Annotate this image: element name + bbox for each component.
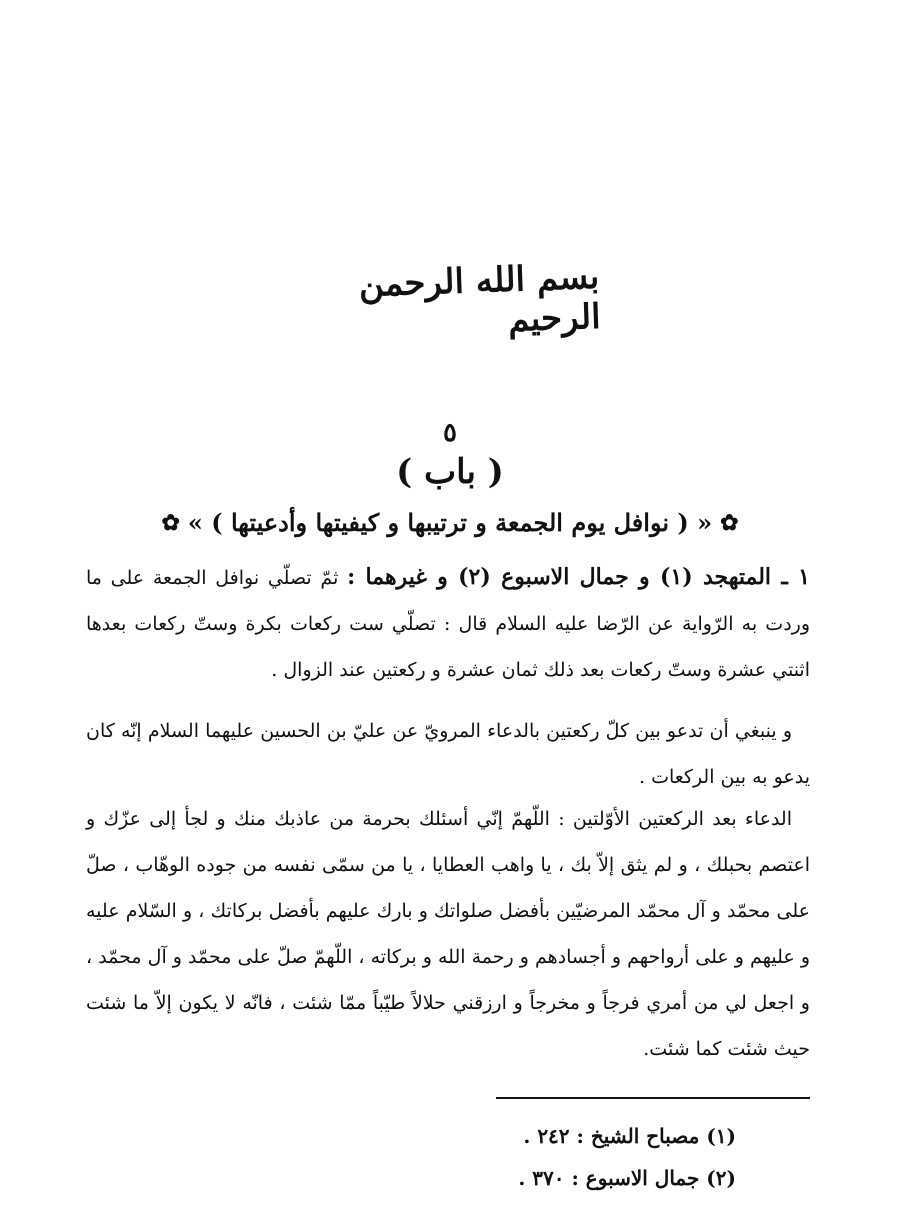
paragraph-1-text: ثمّ تصلّي نوافل الجمعة على ما وردت به الرّواية عن الرّضا عليه السلام قال : تصلّي ست ركعات بكرة وستّ ركعات بعدها اثنتي عشرة وستّ ركعات بعد ذلك ثمان عشرة و ركعتين عند الزوال . [86,567,810,681]
paragraph-2 [86,708,810,800]
paragraph-1 [86,554,810,693]
paragraph-3-text: الدعاء بعد الركعتين الأوّلتين : اللّهمّ إنّي أسئلك بحرمة من عاذبك منك و لجأ إلى عزّك و اعتصم بحبلك ، و لم يثق إلاّ بك ، يا واهب العطايا ، يا من سمّى نفسه من جوده الوهّاب ، صلّ على محمّد و آل محمّد المرضيّين بأفضل صلواتك و بارك عليهم بأفضل بركاتك ، و السّلام عليه و عليهم و على أرواحهم و أجسادهم و رحمة الله و بركاته ، اللّهمّ صلّ على محمّد و آل محمّد ، و اجعل لي من أمري فرجاً و مخرجاً و ارزقني حلالاً طيّباً ممّا شئت ، فانّه لا يكون إلاّ ما شئت حيث شئت كما شئت. [86,808,810,1060]
footnote-divider [496,1097,810,1099]
flower-ornament-icon: ✿ [161,509,180,536]
chapter-number: ٥ [443,418,457,448]
footnote-1: (١) مصباح الشيخ : ٢٤٢ . [523,1124,736,1148]
flower-ornament-icon: ✿ [720,509,739,536]
paragraph-1-heading: ١ ـ المتهجد (١) و جمال الاسبوع (٢) و غيرهما : [347,564,810,590]
section-title-text: « ( نوافل يوم الجمعة و ترتيبها و كيفيتها وأدعيتها ) » [187,508,713,537]
section-title [0,508,900,537]
footnote-2: (٢) جمال الاسبوع : ٣٧٠ . [518,1166,736,1190]
paragraph-3-dua [86,796,810,1072]
paragraph-2-text: و ينبغي أن تدعو بين كلّ ركعتين بالدعاء المرويّ عن عليّ بن الحسين عليهما السلام إنّه كان يدعو به بين الركعات . [86,720,810,788]
chapter-title: ( باب ) [396,452,504,492]
basmala-calligraphy: بسم الله الرحمن الرحيم [358,256,602,340]
